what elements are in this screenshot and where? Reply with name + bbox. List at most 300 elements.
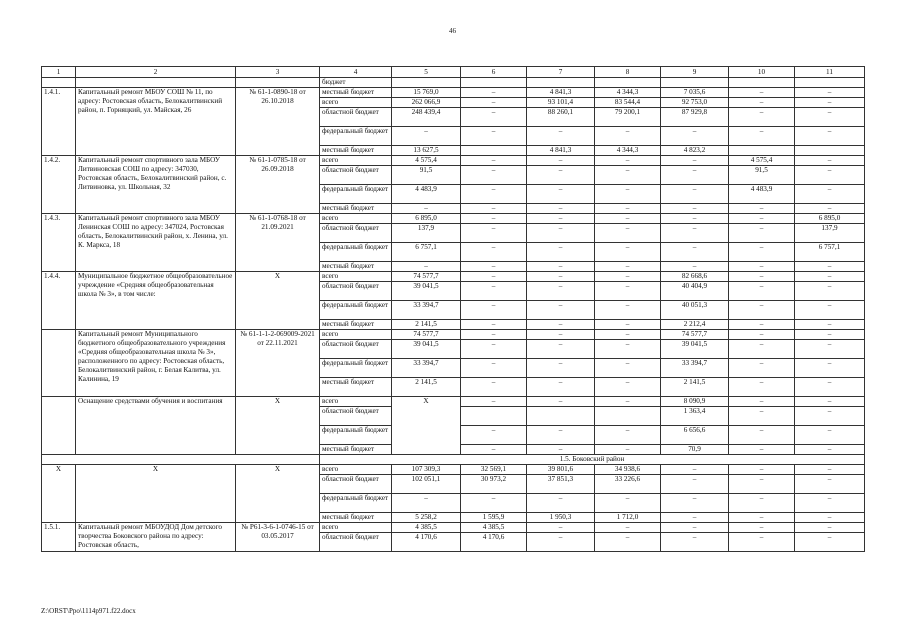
table-cell: федеральный бюджет (320, 185, 392, 204)
table-cell: 1 950,3 (527, 513, 595, 523)
table-cell: 15 769,0 (392, 88, 461, 98)
table-cell: – (729, 378, 795, 397)
table-cell: 34 938,6 (595, 465, 661, 475)
table-cell: – (595, 185, 661, 204)
table-cell: – (527, 359, 595, 378)
table-cell: – (461, 340, 527, 359)
table-cell: Х (236, 272, 320, 330)
table-cell: – (527, 272, 595, 282)
table-cell: 4 483,9 (729, 185, 795, 204)
table-cell: – (527, 330, 595, 340)
table-cell: – (527, 445, 595, 455)
table-cell: – (392, 262, 461, 272)
table-cell: федеральный бюджет (320, 301, 392, 320)
table-cell: – (527, 397, 595, 407)
table-cell: – (595, 340, 661, 359)
table-cell: – (729, 494, 795, 513)
table-cell: – (729, 262, 795, 272)
table-cell: – (795, 88, 865, 98)
table-cell: – (595, 243, 661, 262)
table-cell: – (729, 88, 795, 98)
table-cell: 4 841,3 (527, 146, 595, 156)
table-cell: – (661, 533, 729, 552)
table-cell: 33 394,7 (661, 359, 729, 378)
table-cell: – (661, 127, 729, 146)
table-row (42, 465, 865, 475)
table-cell: 88 260,1 (527, 108, 595, 127)
table-cell: Капитальный ремонт Муниципального бюджетного общеобразовательного учреждения «Средняя общеобразовательная школа № 3», расположенного по адресу: Ростовская область, Белокалитвинский район, г. Белая Калитва, ул. Калинина, 19 (76, 330, 236, 397)
table-cell: – (461, 243, 527, 262)
table-cell: – (729, 243, 795, 262)
table-cell: – (729, 320, 795, 330)
table-cell: Капитальный ремонт МБОУДОД Дом детского творчества Боковского района по адресу: Ростовская область, (76, 523, 236, 552)
table-cell: 1 595,9 (461, 513, 527, 523)
table-cell: – (595, 359, 661, 378)
table-cell: 82 668,6 (661, 272, 729, 282)
table-cell: федеральный бюджет (320, 127, 392, 146)
table-cell: бюджет (320, 78, 392, 88)
table-cell: Муниципальное бюджетное общеобразовательное учреждение «Средняя общеобразовательная школа № 3», в том числе: (76, 272, 236, 330)
table-cell: 1.4.2. (42, 156, 76, 214)
table-cell: 4 344,3 (595, 88, 661, 98)
table-cell: – (729, 426, 795, 445)
table-cell: 2 (76, 67, 236, 78)
table-cell: – (461, 397, 527, 407)
table-cell: 4 170,6 (461, 533, 527, 552)
table-cell: – (595, 426, 661, 445)
table-cell: – (461, 127, 527, 146)
table-cell: 70,9 (661, 445, 729, 455)
table-cell: областной бюджет (320, 224, 392, 243)
table-cell: – (595, 262, 661, 272)
table-cell: Х (76, 465, 236, 523)
table-cell: 83 544,4 (595, 98, 661, 108)
table-cell: – (527, 282, 595, 301)
table-cell: – (795, 397, 865, 407)
table-cell: – (795, 330, 865, 340)
table-cell: – (527, 262, 595, 272)
table-cell: – (595, 445, 661, 455)
table-cell: Х (236, 397, 320, 455)
table-cell: – (595, 397, 661, 407)
table-cell: 7 (527, 67, 595, 78)
table-cell: – (661, 494, 729, 513)
table-cell: – (729, 475, 795, 494)
table-cell: 4 344,3 (595, 146, 661, 156)
table-cell: – (461, 301, 527, 320)
table-cell: № 61-1-0785-18 от 26.09.2018 (236, 156, 320, 214)
table-cell: 6 656,6 (661, 426, 729, 445)
table-cell: – (392, 127, 461, 146)
table-cell: – (795, 359, 865, 378)
table-cell: местный бюджет (320, 320, 392, 330)
table-cell: 6 895,0 (795, 214, 865, 224)
table-cell: 91,5 (729, 166, 795, 185)
table-cell (661, 78, 729, 88)
table-cell: – (795, 166, 865, 185)
table-cell: – (795, 204, 865, 214)
table-cell: федеральный бюджет (320, 359, 392, 378)
table-cell: – (527, 426, 595, 445)
table-cell: – (729, 359, 795, 378)
table-cell: 1.5. Боковский район (320, 455, 865, 465)
table-cell: – (729, 214, 795, 224)
table-cell (527, 407, 595, 426)
table-cell: всего (320, 330, 392, 340)
table-cell: – (795, 301, 865, 320)
table-cell: – (661, 475, 729, 494)
table-row (42, 330, 865, 340)
table-cell: – (527, 166, 595, 185)
table-cell: – (527, 156, 595, 166)
table-cell: – (461, 359, 527, 378)
table-cell: областной бюджет (320, 166, 392, 185)
table-cell: 2 141,5 (392, 378, 461, 397)
table-cell: федеральный бюджет (320, 243, 392, 262)
table-cell: – (595, 272, 661, 282)
table-cell: Капитальный ремонт спортивного зала МБОУ Литвиновская СОШ по адресу: 347030, Ростовская область, Белокалитвинский район, с. Литвиновка, ул. Школьная, 32 (76, 156, 236, 214)
table-cell: областной бюджет (320, 340, 392, 359)
table-cell: – (795, 156, 865, 166)
table-cell: всего (320, 523, 392, 533)
table-cell: Капитальный ремонт МБОУ СОШ № 11, по адресу: Ростовская область, Белокалитвинский район, п. Горняцкий, ул. Майская, 26 (76, 88, 236, 156)
table-cell: 4 575,4 (392, 156, 461, 166)
table-cell: 9 (661, 67, 729, 78)
table-cell (527, 78, 595, 88)
table-cell: – (392, 494, 461, 513)
table-cell: 1 363,4 (661, 407, 729, 426)
table-cell: 6 757,1 (392, 243, 461, 262)
table-cell: 137,9 (795, 224, 865, 243)
table-cell: 8 (595, 67, 661, 78)
table-cell: 39 041,5 (661, 340, 729, 359)
table-cell: всего (320, 465, 392, 475)
table-cell: – (795, 426, 865, 445)
table-cell: – (661, 262, 729, 272)
table-cell: – (795, 98, 865, 108)
table-cell: – (527, 301, 595, 320)
table-cell: – (729, 98, 795, 108)
table-cell: 4 823,2 (661, 146, 729, 156)
table-cell: – (729, 224, 795, 243)
table-cell: 4 170,6 (392, 533, 461, 552)
table-cell: Оснащение средствами обучения и воспитания (76, 397, 236, 455)
table-cell: 32 569,1 (461, 465, 527, 475)
table-cell: местный бюджет (320, 88, 392, 98)
table-cell: всего (320, 214, 392, 224)
table-cell: 30 973,2 (461, 475, 527, 494)
table-cell: – (661, 156, 729, 166)
table-cell: – (795, 407, 865, 426)
table-cell: – (595, 330, 661, 340)
table-cell (76, 78, 236, 88)
table-cell: Х (392, 397, 461, 455)
table-cell: 40 051,3 (661, 301, 729, 320)
budget-table (41, 66, 865, 552)
table-cell: – (595, 204, 661, 214)
table-cell: – (661, 243, 729, 262)
table-cell: 39 041,5 (392, 340, 461, 359)
table-cell: – (661, 204, 729, 214)
table-cell: – (461, 320, 527, 330)
table-row (42, 397, 865, 407)
table-cell: – (461, 330, 527, 340)
table-cell: Х (236, 465, 320, 523)
file-path: Z:\ORST\Ppo\1114p971.f22.docx (41, 607, 136, 615)
table-cell: – (795, 494, 865, 513)
table-cell: – (461, 494, 527, 513)
table-cell (729, 146, 795, 156)
table-row (42, 78, 865, 88)
table-cell: – (527, 533, 595, 552)
table-cell: – (461, 445, 527, 455)
table-cell: – (461, 108, 527, 127)
table-cell: – (595, 533, 661, 552)
table-cell: – (795, 127, 865, 146)
table-cell: – (729, 108, 795, 127)
table-cell: 8 090,9 (661, 397, 729, 407)
table-cell: 40 404,9 (661, 282, 729, 301)
table-cell: 6 757,1 (795, 243, 865, 262)
table-cell: 37 851,3 (527, 475, 595, 494)
table-cell: № 61-1-1-2-069009-2021 от 22.11.2021 (236, 330, 320, 397)
table-cell: – (595, 166, 661, 185)
table-cell: 1.5.1. (42, 523, 76, 552)
table-cell: 91,5 (392, 166, 461, 185)
table-cell: местный бюджет (320, 445, 392, 455)
table-cell: 6 895,0 (392, 214, 461, 224)
table-cell: – (795, 513, 865, 523)
table-cell: – (661, 185, 729, 204)
table-cell: – (461, 272, 527, 282)
table-cell: 137,9 (392, 224, 461, 243)
table-cell: всего (320, 397, 392, 407)
table-row (42, 214, 865, 224)
table-cell: 102 051,1 (392, 475, 461, 494)
table-cell: – (795, 465, 865, 475)
table-cell (461, 146, 527, 156)
table-cell: – (461, 262, 527, 272)
table-cell: 13 627,5 (392, 146, 461, 156)
table-cell: областной бюджет (320, 108, 392, 127)
table-cell: – (729, 282, 795, 301)
table-cell: – (461, 224, 527, 243)
table-cell: – (595, 127, 661, 146)
table-cell: 248 439,4 (392, 108, 461, 127)
table-cell: 7 035,6 (661, 88, 729, 98)
table-cell: – (527, 224, 595, 243)
table-cell: 2 212,4 (661, 320, 729, 330)
table-cell: 1 712,0 (595, 513, 661, 523)
table-cell: – (729, 397, 795, 407)
table-cell: 33 226,6 (595, 475, 661, 494)
table-cell (42, 455, 320, 465)
table-cell: – (595, 494, 661, 513)
table-cell: местный бюджет (320, 204, 392, 214)
table-cell: всего (320, 156, 392, 166)
table-cell: местный бюджет (320, 146, 392, 156)
table-cell: 2 141,5 (392, 320, 461, 330)
table-cell: – (795, 262, 865, 272)
page-number: 46 (449, 27, 456, 35)
table-cell: – (795, 108, 865, 127)
table-cell: – (527, 523, 595, 533)
table-cell: – (461, 204, 527, 214)
table-cell: – (661, 224, 729, 243)
table-cell: – (795, 475, 865, 494)
table-cell: – (729, 533, 795, 552)
table-cell: областной бюджет (320, 282, 392, 301)
table-cell: – (661, 166, 729, 185)
table-cell: № 61-1-0768-18 от 21.09.2021 (236, 214, 320, 272)
table-cell: 6 (461, 67, 527, 78)
table-cell: – (527, 214, 595, 224)
table-cell: 87 929,8 (661, 108, 729, 127)
table-cell: всего (320, 272, 392, 282)
table-cell: 5 258,2 (392, 513, 461, 523)
table-cell: 4 385,5 (392, 523, 461, 533)
table-cell: 1.4.1. (42, 88, 76, 156)
table-cell: федеральный бюджет (320, 426, 392, 445)
table-cell: 74 577,7 (392, 272, 461, 282)
table-cell (392, 78, 461, 88)
table-cell: – (729, 407, 795, 426)
table-cell: 1 (42, 67, 76, 78)
table-cell: 3 (236, 67, 320, 78)
table-cell: 1.4.3. (42, 214, 76, 272)
table-cell: – (661, 513, 729, 523)
table-cell: – (461, 98, 527, 108)
table-cell: 4 575,4 (729, 156, 795, 166)
table-cell: 10 (729, 67, 795, 78)
table-cell: № 61-1-0890-18 от 26.10.2018 (236, 88, 320, 156)
table-cell: – (461, 282, 527, 301)
table-cell: 74 577,7 (392, 330, 461, 340)
table-cell: 262 066,9 (392, 98, 461, 108)
table-row (42, 88, 865, 98)
table-cell (236, 78, 320, 88)
table-cell: 4 (320, 67, 392, 78)
table-cell: 39 041,5 (392, 282, 461, 301)
table-cell: № Р61-3-6-1-0746-15 от 03.05.2017 (236, 523, 320, 552)
table-cell: – (595, 301, 661, 320)
table-cell: 4 385,5 (461, 523, 527, 533)
table-cell: – (795, 533, 865, 552)
table-cell: местный бюджет (320, 513, 392, 523)
table-row (42, 523, 865, 533)
table-cell: – (595, 282, 661, 301)
table-cell: – (527, 494, 595, 513)
table-cell (42, 78, 76, 88)
table-cell: – (527, 243, 595, 262)
table-cell: 107 309,3 (392, 465, 461, 475)
table-cell: – (461, 156, 527, 166)
table-cell (461, 407, 527, 426)
table-cell: – (595, 156, 661, 166)
table-cell (42, 330, 76, 397)
table-cell: – (461, 426, 527, 445)
table-cell (461, 78, 527, 88)
table-cell: – (729, 330, 795, 340)
table-cell (595, 407, 661, 426)
table-cell: – (527, 185, 595, 204)
table-cell: – (795, 282, 865, 301)
table-cell: – (461, 378, 527, 397)
table-cell: – (729, 127, 795, 146)
table-cell: – (461, 88, 527, 98)
table-cell: – (795, 378, 865, 397)
table-cell: – (795, 523, 865, 533)
table-cell: – (795, 340, 865, 359)
table-cell: всего (320, 98, 392, 108)
table-cell: Капитальный ремонт спортивного зала МБОУ Ленинская СОШ по адресу: 347024, Ростовская область, Белокалитвинский район, х. Ленина, ул. К. Маркса, 18 (76, 214, 236, 272)
table-cell: 5 (392, 67, 461, 78)
table-cell: областной бюджет (320, 533, 392, 552)
table-cell: – (595, 224, 661, 243)
table-cell: местный бюджет (320, 378, 392, 397)
table-cell (729, 78, 795, 88)
table-cell: 11 (795, 67, 865, 78)
table-row (42, 156, 865, 166)
table-cell: – (595, 214, 661, 224)
table-cell: – (729, 513, 795, 523)
table-cell: – (595, 320, 661, 330)
table-cell: – (661, 214, 729, 224)
header-row (42, 67, 865, 78)
table-cell: – (461, 166, 527, 185)
table-cell: – (795, 320, 865, 330)
table-cell: – (729, 204, 795, 214)
table-cell: – (729, 465, 795, 475)
table-cell: 1.4.4. (42, 272, 76, 330)
table-cell: – (527, 320, 595, 330)
table-cell: областной бюджет (320, 407, 392, 426)
table-cell: – (795, 445, 865, 455)
table-cell: 92 753,0 (661, 98, 729, 108)
table-cell: – (461, 214, 527, 224)
table-cell: – (527, 378, 595, 397)
table-cell: – (392, 204, 461, 214)
table-cell: – (595, 523, 661, 533)
table-cell: – (795, 185, 865, 204)
table-cell: – (595, 378, 661, 397)
table-cell: – (661, 523, 729, 533)
table-cell (795, 146, 865, 156)
table-cell: Х (42, 465, 76, 523)
table-cell (42, 397, 76, 455)
table-cell: – (527, 204, 595, 214)
table-cell: 4 483,9 (392, 185, 461, 204)
table-row (42, 455, 865, 465)
table-cell: 39 801,6 (527, 465, 595, 475)
table-cell: 4 841,3 (527, 88, 595, 98)
table-cell: – (729, 272, 795, 282)
table-cell: 74 577,7 (661, 330, 729, 340)
table-cell: областной бюджет (320, 475, 392, 494)
table-cell: федеральный бюджет (320, 494, 392, 513)
table-cell (795, 78, 865, 88)
table-cell: – (527, 340, 595, 359)
table-cell: 33 394,7 (392, 359, 461, 378)
table-cell: – (661, 465, 729, 475)
table-cell: – (729, 445, 795, 455)
table-cell: 33 394,7 (392, 301, 461, 320)
table-cell: 93 101,4 (527, 98, 595, 108)
table-cell: – (729, 340, 795, 359)
table-cell (595, 78, 661, 88)
table-cell: местный бюджет (320, 262, 392, 272)
table-cell: 79 200,1 (595, 108, 661, 127)
